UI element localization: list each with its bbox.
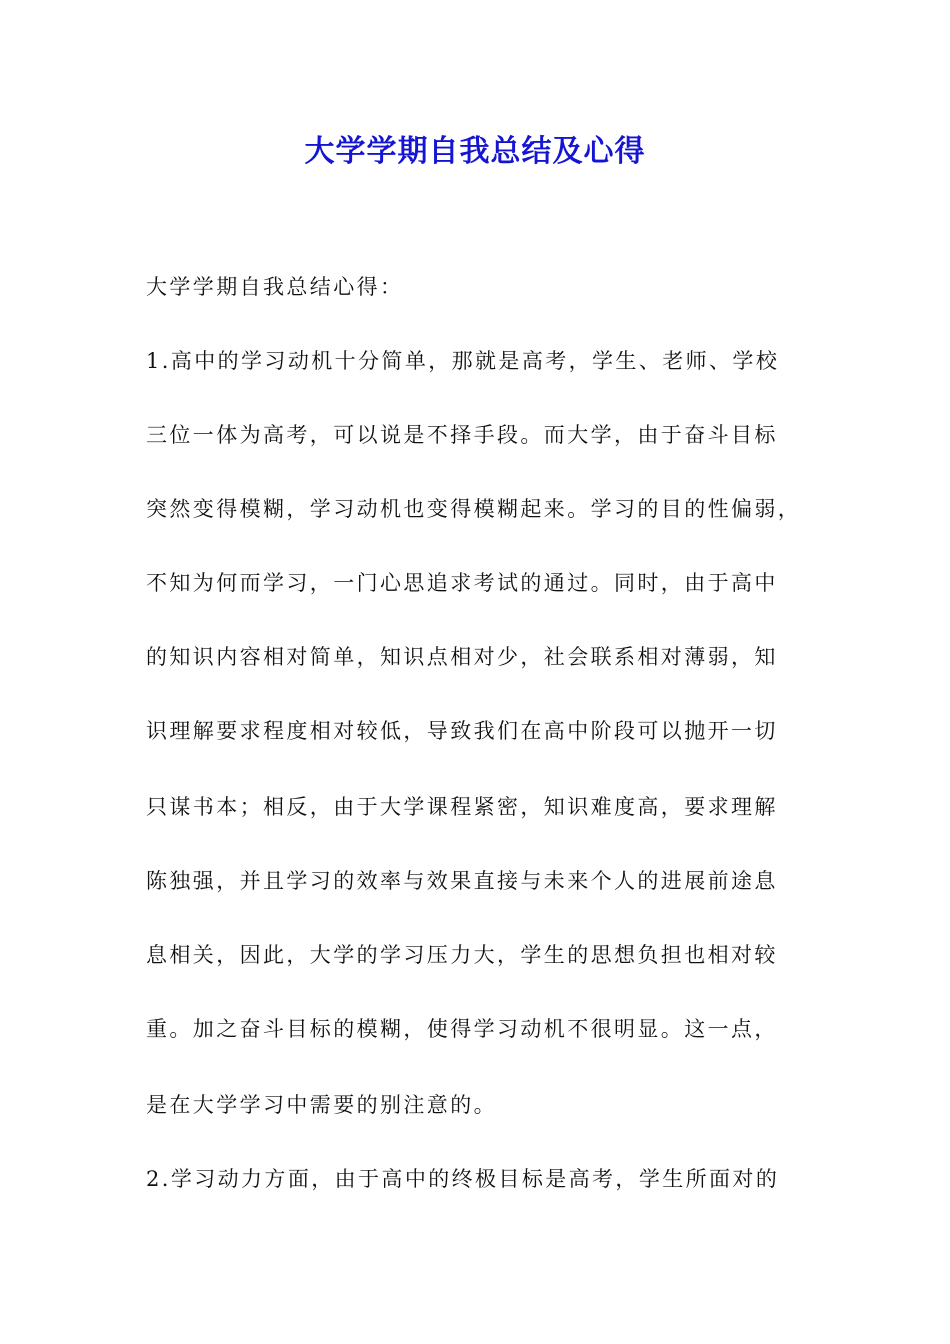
document-line: 重。加之奋斗目标的模糊，使得学习动机不很明显。这一点， <box>146 1017 778 1041</box>
document-line: 突然变得模糊，学习动机也变得模糊起来。学习的目的性偏弱， <box>146 497 802 521</box>
document-line: 只谋书本；相反，由于大学课程紧密，知识难度高，要求理解 <box>146 795 778 819</box>
document-line-intro: 大学学期自我总结心得： <box>146 275 404 299</box>
document-line: 识理解要求程度相对较低，导致我们在高中阶段可以抛开一切 <box>146 719 778 743</box>
document-line: 的知识内容相对简单，知识点相对少，社会联系相对薄弱，知 <box>146 645 778 669</box>
document-line: 1.高中的学习动机十分简单，那就是高考，学生、老师、学校 <box>146 349 780 373</box>
document-line: 2.学习动力方面，由于高中的终极目标是高考，学生所面对的 <box>146 1167 780 1191</box>
document-line: 息相关，因此，大学的学习压力大，学生的思想负担也相对较 <box>146 943 778 967</box>
document-line: 不知为何而学习，一门心思追求考试的通过。同时，由于高中 <box>146 571 778 595</box>
document-title: 大学学期自我总结及心得 <box>304 134 646 169</box>
document-line: 是在大学学习中需要的别注意的。 <box>146 1093 497 1117</box>
document-line: 三位一体为高考，可以说是不择手段。而大学，由于奋斗目标 <box>146 423 778 447</box>
document-line: 陈独强，并且学习的效率与效果直接与未来个人的进展前途息 <box>146 869 778 893</box>
